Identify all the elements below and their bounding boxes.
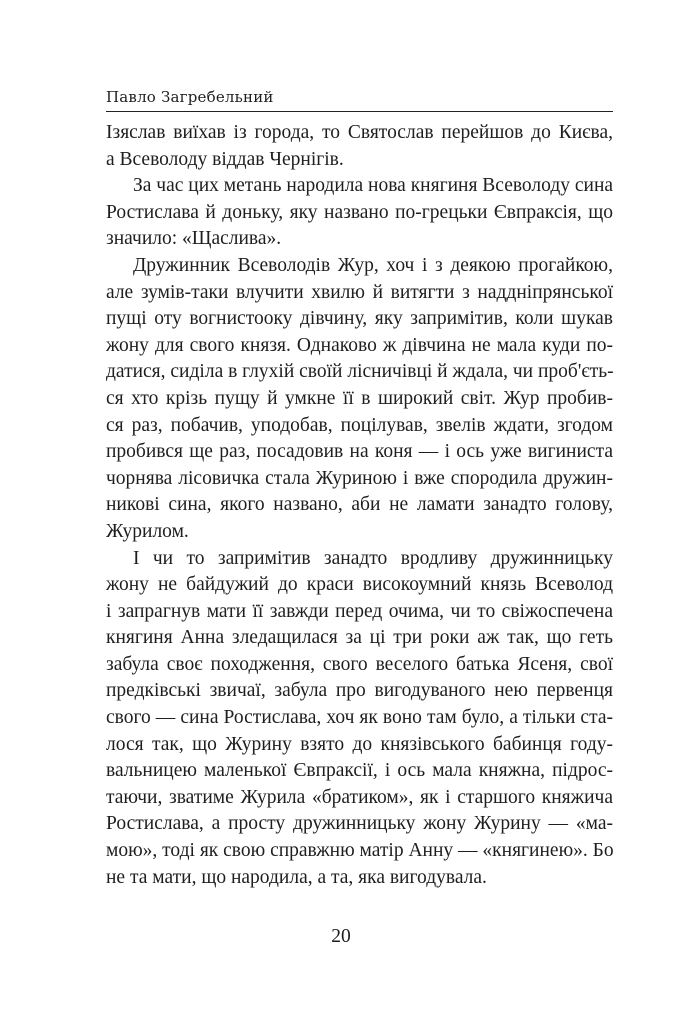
text-line: пробився ще раз, посадовив на коня — і ось уже вигиниста bbox=[106, 441, 613, 463]
text-line: вальницею маленької Євпраксії, і ось мала княжна, підрос- bbox=[106, 760, 613, 782]
text-line: свого — сина Ростислава, хоч як воно там було, а тільки ста- bbox=[106, 707, 613, 729]
text-line: забула своє походження, свого веселого батька Ясеня, свої bbox=[106, 653, 613, 675]
text-line: значило: «Щаслива». bbox=[106, 228, 282, 250]
text-line: і запрагнув мати її завжди перед очима, чи то свіжоспечена bbox=[106, 600, 613, 622]
text-line: але зумів-таки влучити хвилю й витягти з наддніпрянської bbox=[106, 281, 613, 303]
text-line: ся хто крізь пущу й умкне її в широкий світ. Жур пробив- bbox=[106, 387, 613, 409]
text-line: предківські звичаї, забула про вигодуваного нею первенця bbox=[106, 680, 613, 702]
text-line: Ізяслав виїхав із города, то Святослав перейшов до Києва, bbox=[106, 122, 613, 143]
text-line: княгиня Анна зледащилася за ці три роки аж так, що геть bbox=[106, 627, 613, 649]
text-line: чорнява лісовичка стала Журиною і вже спородила дружин- bbox=[106, 467, 613, 489]
page-number: 20 bbox=[331, 926, 351, 947]
text-line: жону для свого князя. Однаково ж дівчина не мала куди по- bbox=[106, 334, 613, 356]
text-line: Ростислава й доньку, яку названо по-грецьки Євпраксія, що bbox=[106, 201, 613, 223]
text-line: никові сина, якого названо, аби не ламати занадто голову, bbox=[106, 494, 613, 516]
text-line: Журилом. bbox=[106, 520, 189, 542]
text-line: таючи, зватиме Журила «братиком», як і старшого княжича bbox=[106, 786, 613, 808]
text-line: датися, сиділа в глухій своїй лісничівці й ждала, чи проб'єть- bbox=[106, 361, 614, 383]
text-line: а Всеволоду віддав Чернігів. bbox=[106, 148, 344, 170]
text-line: За час цих метань народила нова княгиня Всеволоду сина bbox=[133, 175, 614, 197]
running-head-author: Павло Загребельний bbox=[106, 88, 274, 106]
text-line: пущі оту вогнистооку дівчину, яку запримітив, коли шукав bbox=[106, 308, 613, 330]
text-line: жону не байдужий до краси високоумний князь Всеволод bbox=[106, 574, 613, 596]
text-line: мою», тоді як свою справжню матір Анну — «княгинею». Бо bbox=[106, 840, 614, 862]
header-rule bbox=[106, 111, 613, 112]
text-line: не та мати, що народила, а та, яка вигодувала. bbox=[106, 866, 487, 888]
body-text bbox=[106, 120, 613, 891]
text-line: лося так, що Журину взято до князівського бабинця году- bbox=[106, 733, 613, 755]
text-line: ся раз, побачив, уподобав, поцілував, звелів ждати, згодом bbox=[106, 414, 613, 436]
text-line: І чи то запримітив занадто вродливу дружинницьку bbox=[133, 547, 613, 569]
text-line: Ростислава, а просту дружинницьку жону Журину — «ма- bbox=[106, 813, 613, 835]
text-line: Дружинник Всеволодів Жур, хоч і з деякою прогайкою, bbox=[133, 254, 613, 276]
